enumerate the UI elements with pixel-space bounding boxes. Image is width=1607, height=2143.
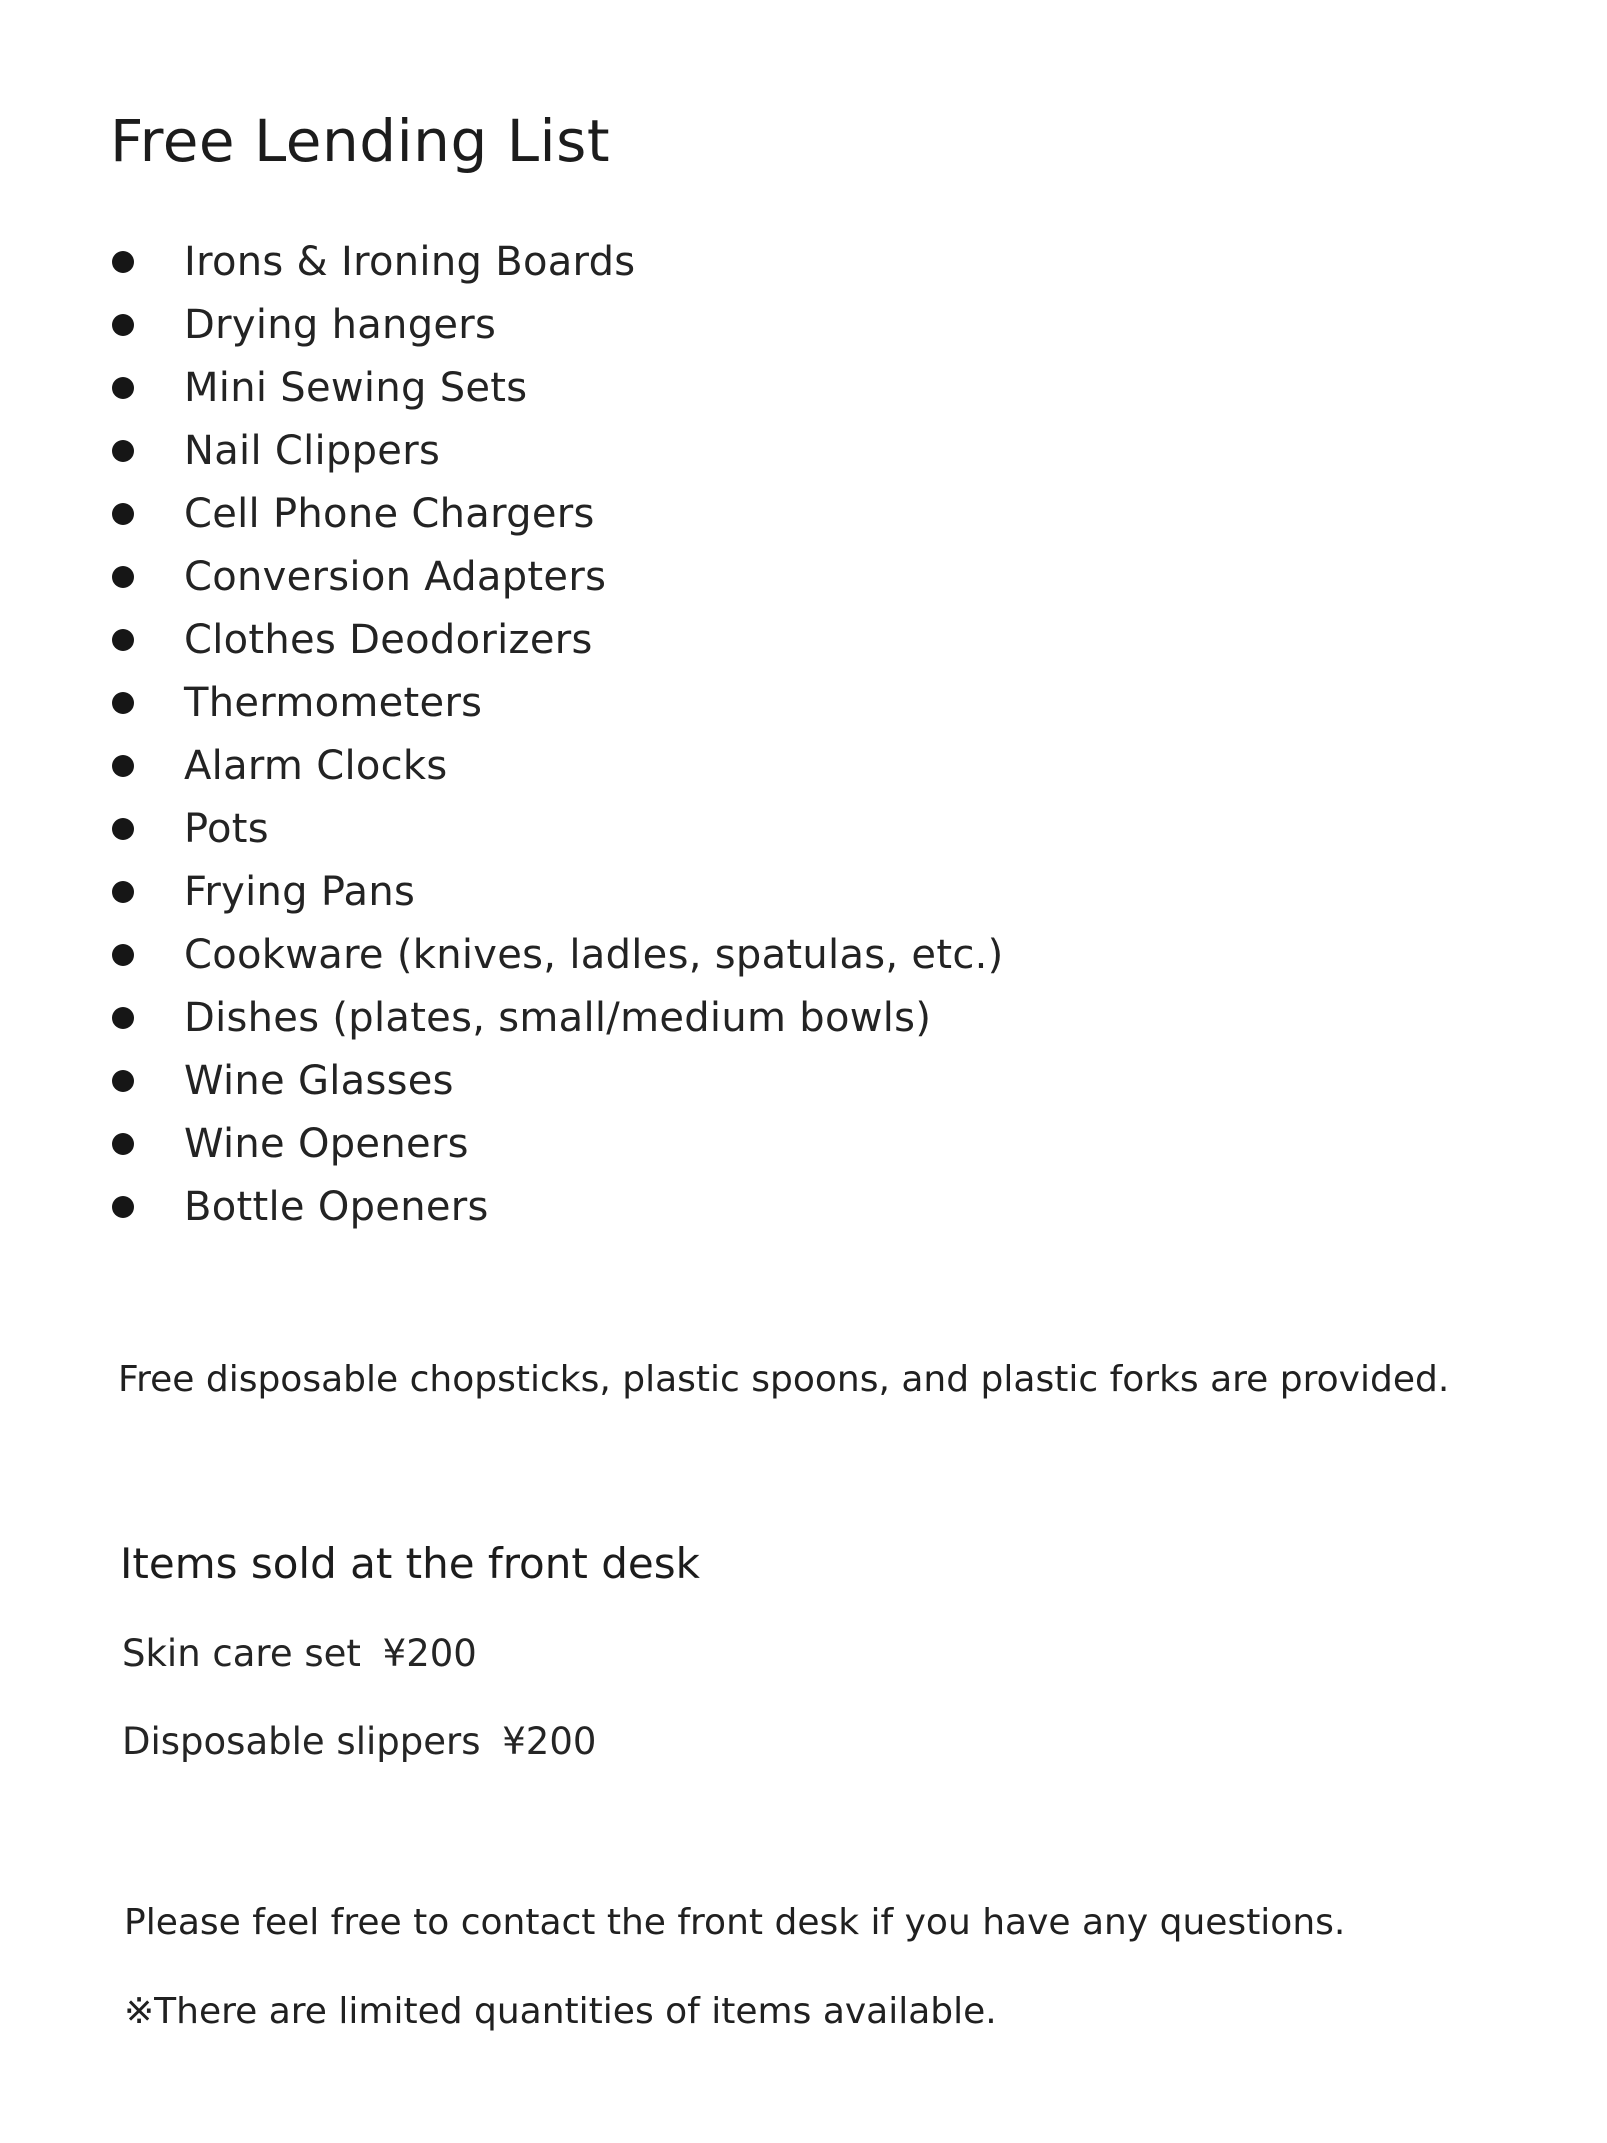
list-item: [112, 293, 1004, 356]
list-item: [112, 797, 1004, 860]
bullet-icon: [112, 818, 134, 840]
limited-quantities-note: ※There are limited quantities of items available.: [124, 1991, 997, 2032]
sold-item: [122, 1632, 477, 1675]
list-item: [112, 608, 1004, 671]
lending-list: [112, 230, 1004, 1238]
bullet-icon: [112, 755, 134, 777]
bullet-icon: [112, 881, 134, 903]
list-item-label: Cookware (knives, ladles, spatulas, etc.): [184, 931, 1004, 978]
list-item-label: Bottle Openers: [184, 1183, 489, 1230]
list-item-label: Clothes Deodorizers: [184, 616, 593, 663]
bullet-icon: [112, 251, 134, 273]
list-item-label: Pots: [184, 805, 269, 852]
sold-item-price: ¥200: [502, 1720, 597, 1763]
list-item: [112, 230, 1004, 293]
list-item-label: Alarm Clocks: [184, 742, 448, 789]
list-item-label: Nail Clippers: [184, 427, 441, 474]
list-item: [112, 1175, 1004, 1238]
bullet-icon: [112, 1133, 134, 1155]
bullet-icon: [112, 1070, 134, 1092]
list-item-label: Drying hangers: [184, 301, 497, 348]
bullet-icon: [112, 1196, 134, 1218]
sold-item-name: Skin care set: [122, 1632, 361, 1675]
list-item-label: Wine Glasses: [184, 1057, 454, 1104]
sold-item: [122, 1720, 597, 1763]
sold-item-price: ¥200: [382, 1632, 477, 1675]
list-item-label: Conversion Adapters: [184, 553, 607, 600]
list-item-label: Cell Phone Chargers: [184, 490, 595, 537]
sold-item-name: Disposable slippers: [122, 1720, 481, 1763]
bullet-icon: [112, 1007, 134, 1029]
bullet-icon: [112, 314, 134, 336]
contact-note: Please feel free to contact the front desk if you have any questions.: [124, 1902, 1346, 1943]
list-item-label: Irons & Ironing Boards: [184, 238, 636, 285]
list-item-label: Mini Sewing Sets: [184, 364, 528, 411]
list-item: [112, 419, 1004, 482]
bullet-icon: [112, 692, 134, 714]
list-item: [112, 545, 1004, 608]
list-item: [112, 1049, 1004, 1112]
list-item-label: Dishes (plates, small/medium bowls): [184, 994, 932, 1041]
list-item: [112, 986, 1004, 1049]
list-item: [112, 671, 1004, 734]
bullet-icon: [112, 629, 134, 651]
disposables-note: Free disposable chopsticks, plastic spoons, and plastic forks are provided.: [118, 1359, 1450, 1400]
list-item: [112, 734, 1004, 797]
list-item-label: Wine Openers: [184, 1120, 469, 1167]
list-item-label: Frying Pans: [184, 868, 416, 915]
bullet-icon: [112, 944, 134, 966]
front-desk-heading: Items sold at the front desk: [120, 1539, 700, 1588]
list-item: [112, 356, 1004, 419]
list-item-label: Thermometers: [184, 679, 483, 726]
bullet-icon: [112, 566, 134, 588]
page-title: Free Lending List: [110, 107, 611, 175]
bullet-icon: [112, 503, 134, 525]
list-item: [112, 923, 1004, 986]
list-item: [112, 1112, 1004, 1175]
list-item: [112, 482, 1004, 545]
bullet-icon: [112, 377, 134, 399]
bullet-icon: [112, 440, 134, 462]
list-item: [112, 860, 1004, 923]
